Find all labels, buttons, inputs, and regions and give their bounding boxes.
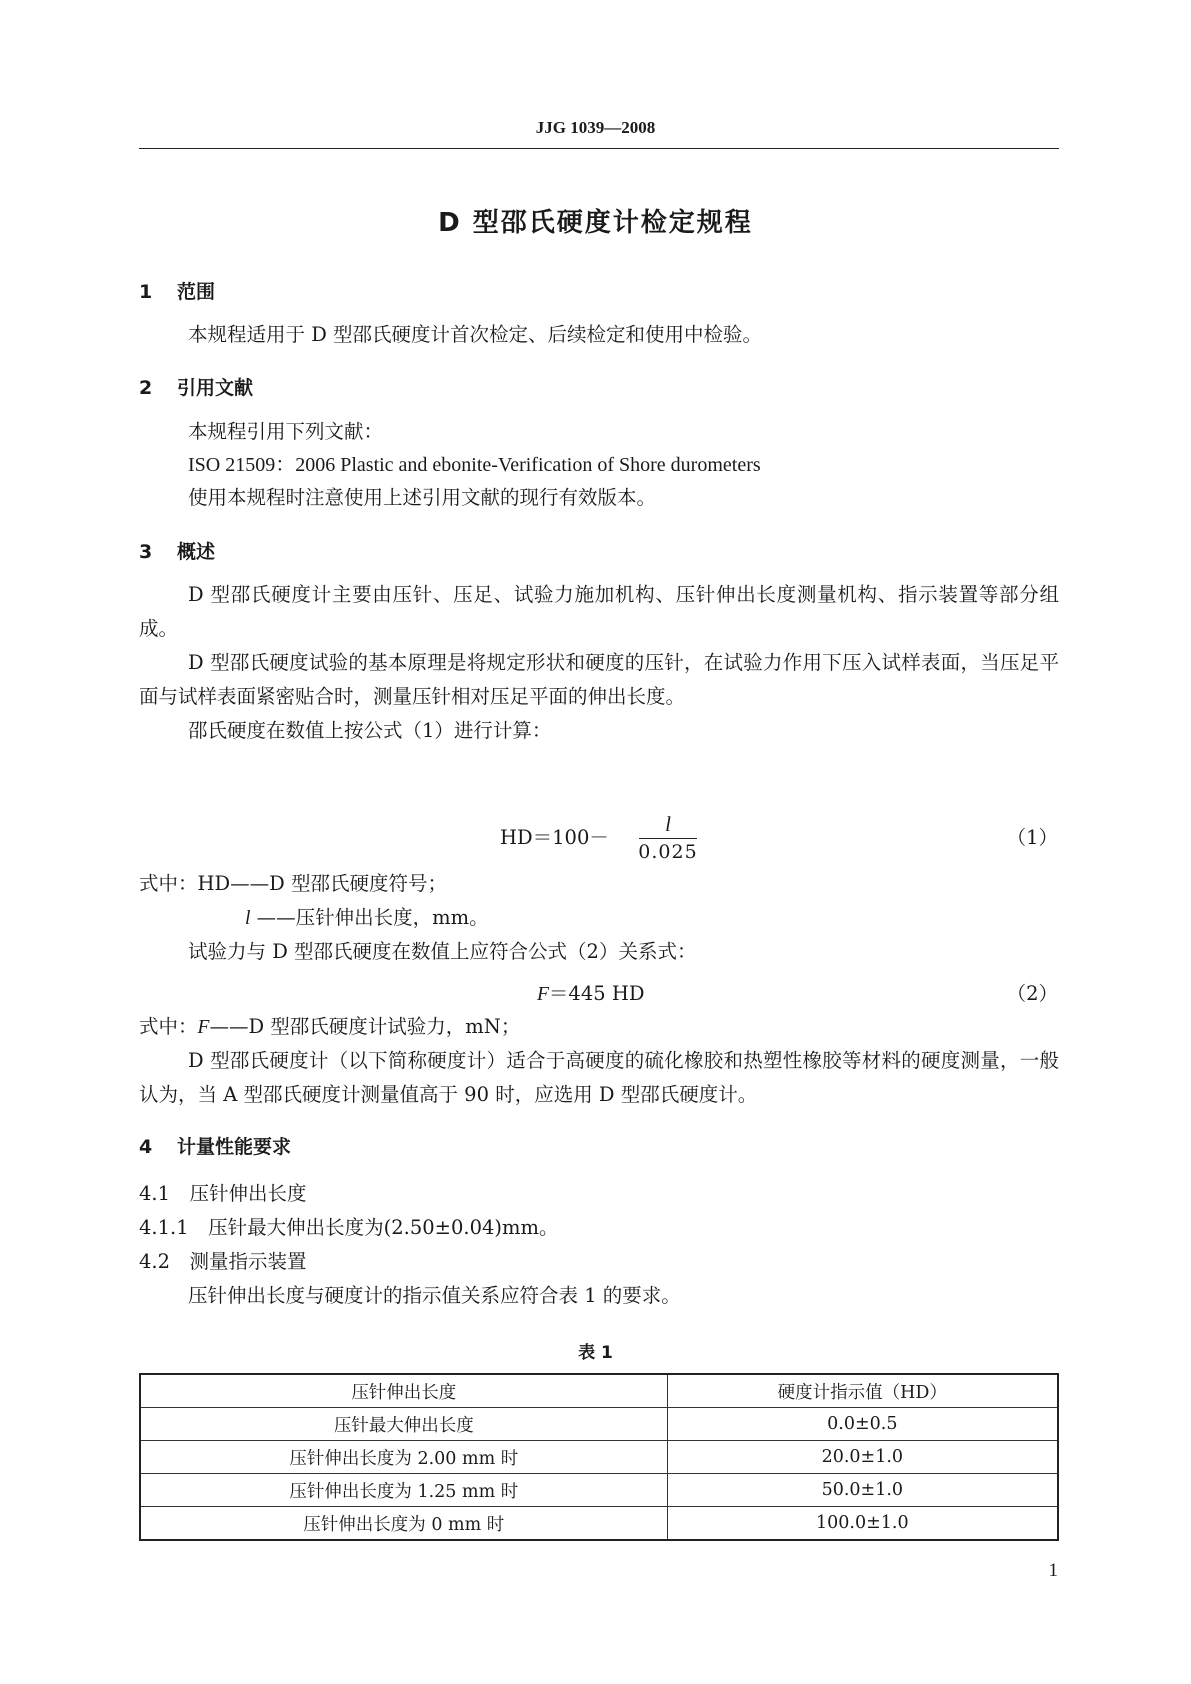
equation-1-fraction xyxy=(637,812,699,863)
fraction-denominator: 0.025 xyxy=(638,841,698,863)
clause-4-1: 4.1 压针伸出长度 xyxy=(139,1182,307,1205)
table-cell: 压针最大伸出长度 xyxy=(140,1408,667,1441)
page-number: 1 xyxy=(1048,1560,1058,1581)
section-3-paragraph-3: 邵氏硬度在数值上按公式（1）进行计算： xyxy=(188,719,552,742)
table-row xyxy=(140,1408,1058,1441)
symbol-f-definition: ——D 型邵氏硬度计试验力，mN； xyxy=(209,1015,521,1038)
table-cell: 压针伸出长度为 0 mm 时 xyxy=(140,1507,667,1541)
table-cell: 压针伸出长度为 2.00 mm 时 xyxy=(140,1441,667,1474)
clause-4-1-1: 4.1.1 压针最大伸出长度为(2.50±0.04)mm。 xyxy=(139,1216,559,1239)
table-cell: 压针伸出长度为 1.25 mm 时 xyxy=(140,1474,667,1507)
section-3-heading xyxy=(139,537,215,564)
section-1-heading xyxy=(139,277,215,304)
clause-4-2-paragraph: 压针伸出长度与硬度计的指示值关系应符合表 1 的要求。 xyxy=(188,1284,681,1307)
table-1-caption: 表 1 xyxy=(578,1343,613,1363)
section-1-paragraph: 本规程适用于 D 型邵氏硬度计首次检定、后续检定和使用中检验。 xyxy=(188,323,763,346)
table-cell: 100.0±1.0 xyxy=(667,1507,1058,1541)
symbol-hd: HD xyxy=(197,872,231,895)
symbol-f: F xyxy=(537,984,549,1005)
symbol-hd-definition: ——D 型邵氏硬度符号； xyxy=(230,872,447,895)
section-2-paragraph-1: 本规程引用下列文献： xyxy=(188,420,384,443)
table-cell: 20.0±1.0 xyxy=(667,1441,1058,1474)
section-number: 3 xyxy=(139,541,153,563)
symbol-f: F xyxy=(197,1017,210,1038)
equation-2-number: （2） xyxy=(1006,982,1058,1005)
section-4-heading xyxy=(139,1132,291,1159)
header-rule xyxy=(139,148,1059,149)
section-3-paragraph-5: D 型邵氏硬度计（以下简称硬度计）适合于高硬度的硫化橡胶和热塑性橡胶等材料的硬度测量，一般认为，当 A 型邵氏硬度计测量值高于 90 时，应选用 D 型邵氏硬度计。 xyxy=(139,1049,1059,1106)
equation-2-rhs: ＝445 HD xyxy=(548,982,645,1005)
equation-1-lhs: HD＝100－ xyxy=(500,826,609,849)
equation-1-where-hd xyxy=(139,868,447,896)
running-header: JJG 1039—2008 xyxy=(535,118,656,137)
table-1 xyxy=(139,1373,1059,1541)
table-row xyxy=(140,1507,1058,1541)
equation-2 xyxy=(537,978,644,1006)
equation-1-where-l xyxy=(245,902,489,930)
section-2-paragraph-3: 使用本规程时注意使用上述引用文献的现行有效版本。 xyxy=(188,486,657,509)
symbol-l-definition: ——压针伸出长度，mm。 xyxy=(250,906,489,929)
table-row xyxy=(140,1474,1058,1507)
section-title: 引用文献 xyxy=(177,377,254,399)
where-prefix: 式中： xyxy=(139,872,198,895)
table-row xyxy=(140,1441,1058,1474)
section-number: 4 xyxy=(139,1136,153,1158)
column-header: 压针伸出长度 xyxy=(140,1374,667,1408)
section-title: 概述 xyxy=(177,541,216,563)
document-title: D 型邵氏硬度计检定规程 xyxy=(438,208,753,238)
symbol-l: l xyxy=(245,908,251,929)
section-3-paragraph-1: D 型邵氏硬度计主要由压针、压足、试验力施加机构、压针伸出长度测量机构、指示装置等部分组成。 xyxy=(139,583,1059,640)
reference-iso-21509: ISO 21509：2006 Plastic and ebonite-Verification of Shore durometers xyxy=(188,454,761,476)
section-3-paragraph-4: 试验力与 D 型邵氏硬度在数值上应符合公式（2）关系式： xyxy=(188,940,697,963)
section-title: 范围 xyxy=(177,281,216,303)
table-cell: 50.0±1.0 xyxy=(667,1474,1058,1507)
equation-2-where-f xyxy=(139,1011,520,1039)
section-number: 1 xyxy=(139,281,153,303)
equation-1-number: （1） xyxy=(1006,826,1058,849)
table-cell: 0.0±0.5 xyxy=(667,1408,1058,1441)
section-title: 计量性能要求 xyxy=(177,1136,292,1158)
fraction-numerator: l xyxy=(665,812,671,836)
table-header-row xyxy=(140,1374,1058,1408)
column-header: 硬度计指示值（HD） xyxy=(667,1374,1058,1408)
section-number: 2 xyxy=(139,377,153,399)
section-3-paragraph-2: D 型邵氏硬度试验的基本原理是将规定形状和硬度的压针，在试验力作用下压入试样表面，当压足平面与试样表面紧密贴合时，测量压针相对压足平面的伸出长度。 xyxy=(139,651,1059,708)
clause-4-2: 4.2 测量指示装置 xyxy=(139,1250,307,1273)
section-2-heading xyxy=(139,373,253,400)
where-prefix: 式中： xyxy=(139,1015,198,1038)
